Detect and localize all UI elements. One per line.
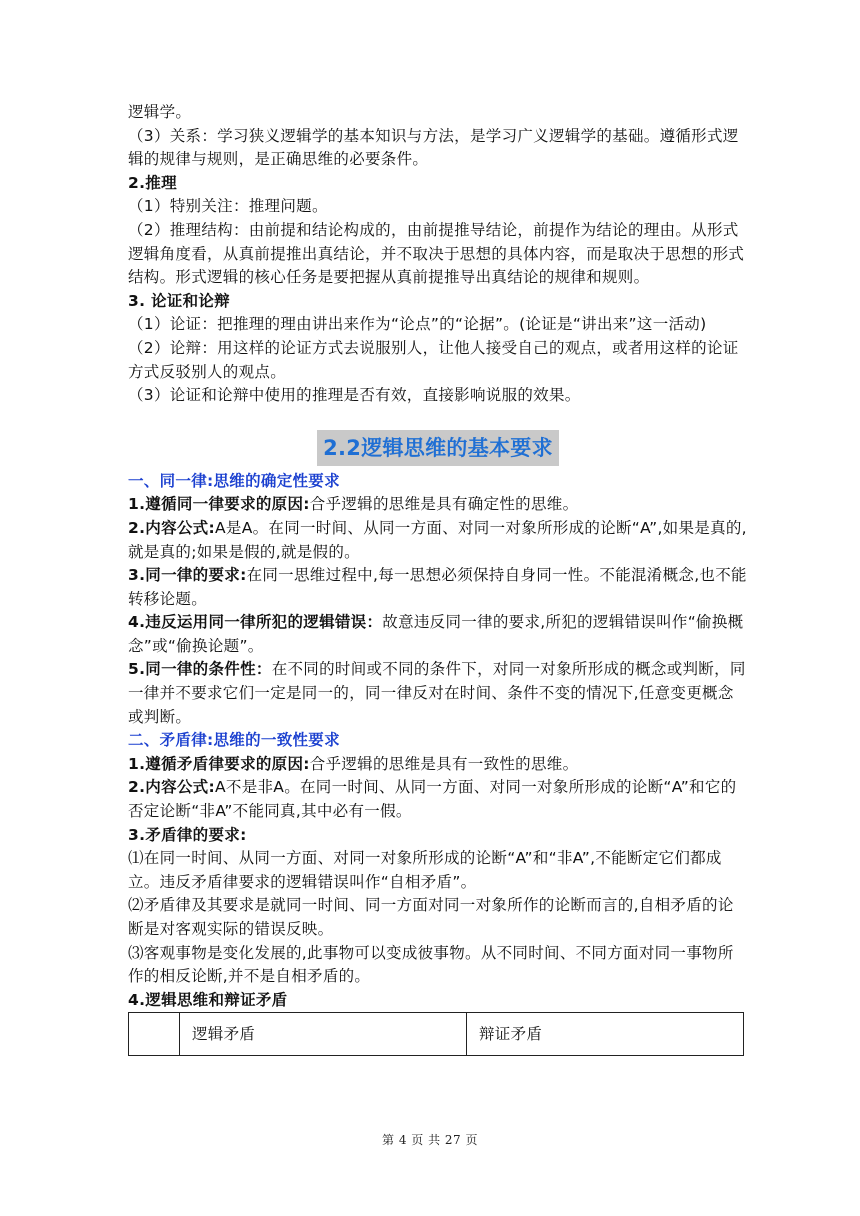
law1-item-2 xyxy=(128,517,748,564)
law1-item-5 xyxy=(128,658,748,729)
law2-item-4-label: 4.逻辑思维和辩证矛盾 xyxy=(128,990,288,1009)
law2-item-3-label: 3.矛盾律的要求: xyxy=(128,825,247,844)
item-label: 2.内容公式: xyxy=(128,518,215,537)
item-text: A不是非A。在同一时间、从同一方面、对同一对象所形成的论断“A”和它的否定论断“非A”不能同真,其中必有一假。 xyxy=(128,778,737,821)
paragraph-argument: （1）论证：把推理的理由讲出来作为“论点”的“论据”。(论证是“讲出来”这一活动) xyxy=(128,315,707,334)
law1-item-1 xyxy=(128,493,748,517)
law2-item-2 xyxy=(128,776,748,823)
table-header-dialectic: 辩证矛盾 xyxy=(467,1013,744,1056)
heading-argument: 3. 论证和论辩 xyxy=(128,291,230,310)
page-footer: 第 4 页 共 27 页 xyxy=(382,1133,478,1147)
law1-heading: 一、同一律:思维的确定性要求 xyxy=(128,471,340,490)
paragraph-debate: （2）论辩：用这样的论证方式去说服别人，让他人接受自己的观点，或者用这样的论证方式反驳别人的观点。 xyxy=(128,338,739,381)
law2-heading: 二、矛盾律:思维的一致性要求 xyxy=(128,731,340,750)
item-text: 故意违反同一律的要求,所犯的逻辑错误叫作“偷换概念”或“偷换论题”。 xyxy=(128,613,744,655)
item-text: 合乎逻辑的思维是具有确定性的思维。 xyxy=(309,495,579,514)
item-text: 在不同的时间或不同的条件下，对同一对象所形成的概念或判断，同一律并不要求它们一定是同一的，同一律反对在时间、条件不变的情况下,任意变更概念或判断。 xyxy=(128,660,746,726)
law1-item-3 xyxy=(128,564,748,611)
item-label: 3.同一律的要求: xyxy=(128,566,247,585)
item-label: 5.同一律的条件性： xyxy=(128,660,272,679)
paragraph-reasoning-structure: （2）推理结构：由前提和结论构成的，由前提推导结论，前提作为结论的理由。从形式逻辑角度看，从真前提推出真结论，并不取决于思想的具体内容，而是取决于思想的形式结构。形式逻辑的核心任务是要把握从真前提推导出真结论的规律和规则。 xyxy=(128,220,745,287)
comparison-table xyxy=(128,1012,744,1056)
page-content xyxy=(128,101,748,1056)
item-label: 4.违反运用同一律所犯的逻辑错误： xyxy=(128,613,383,632)
table-row xyxy=(129,1013,744,1056)
paragraph-relation: （3）关系：学习狭义逻辑学的基本知识与方法，是学习广义逻辑学的基础。遵循形式逻辑的规律与规则，是正确思维的必要条件。 xyxy=(128,126,739,169)
section-title-wrap xyxy=(128,430,748,466)
item-label: 1.遵循同一律要求的原因: xyxy=(128,495,310,514)
item-label: 2.内容公式: xyxy=(128,778,215,797)
paragraph-reasoning-focus: （1）特别关注：推理问题。 xyxy=(128,197,328,216)
item-text: A是A。在同一时间、从同一方面、对同一对象所形成的论断“A”,如果是真的,就是真的;如果是假的,就是假的。 xyxy=(128,518,747,561)
table-cell-empty xyxy=(129,1013,180,1056)
heading-reasoning: 2.推理 xyxy=(128,173,177,192)
law2-subitem-1: ⑴在同一时间、从同一方面、对同一对象所形成的论断“A”和“非A”,不能断定它们都成立。违反矛盾律要求的逻辑错误叫作“自相矛盾”。 xyxy=(128,849,722,891)
section-title: 2.2逻辑思维的基本要求 xyxy=(317,430,559,466)
item-text: 在同一思维过程中,每一思想必须保持自身同一性。不能混淆概念,也不能转移论题。 xyxy=(128,566,747,608)
table-header-logic: 逻辑矛盾 xyxy=(180,1013,467,1056)
law1-item-4 xyxy=(128,611,748,658)
item-label: 1.遵循矛盾律要求的原因: xyxy=(128,754,310,773)
paragraph-effect: （3）论证和论辩中使用的推理是否有效，直接影响说服的效果。 xyxy=(128,386,581,405)
item-text: 合乎逻辑的思维是具有一致性的思维。 xyxy=(309,754,579,773)
text-line: 逻辑学。 xyxy=(128,103,192,121)
law2-subitem-2: ⑵矛盾律及其要求是就同一时间、同一方面对同一对象所作的论断而言的,自相矛盾的论断是对客观实际的错误反映。 xyxy=(128,896,734,938)
law2-item-1 xyxy=(128,753,748,777)
law2-subitem-3: ⑶客观事物是变化发展的,此事物可以变成彼事物。从不同时间、不同方面对同一事物所作的相反论断,并不是自相矛盾的。 xyxy=(128,943,734,986)
